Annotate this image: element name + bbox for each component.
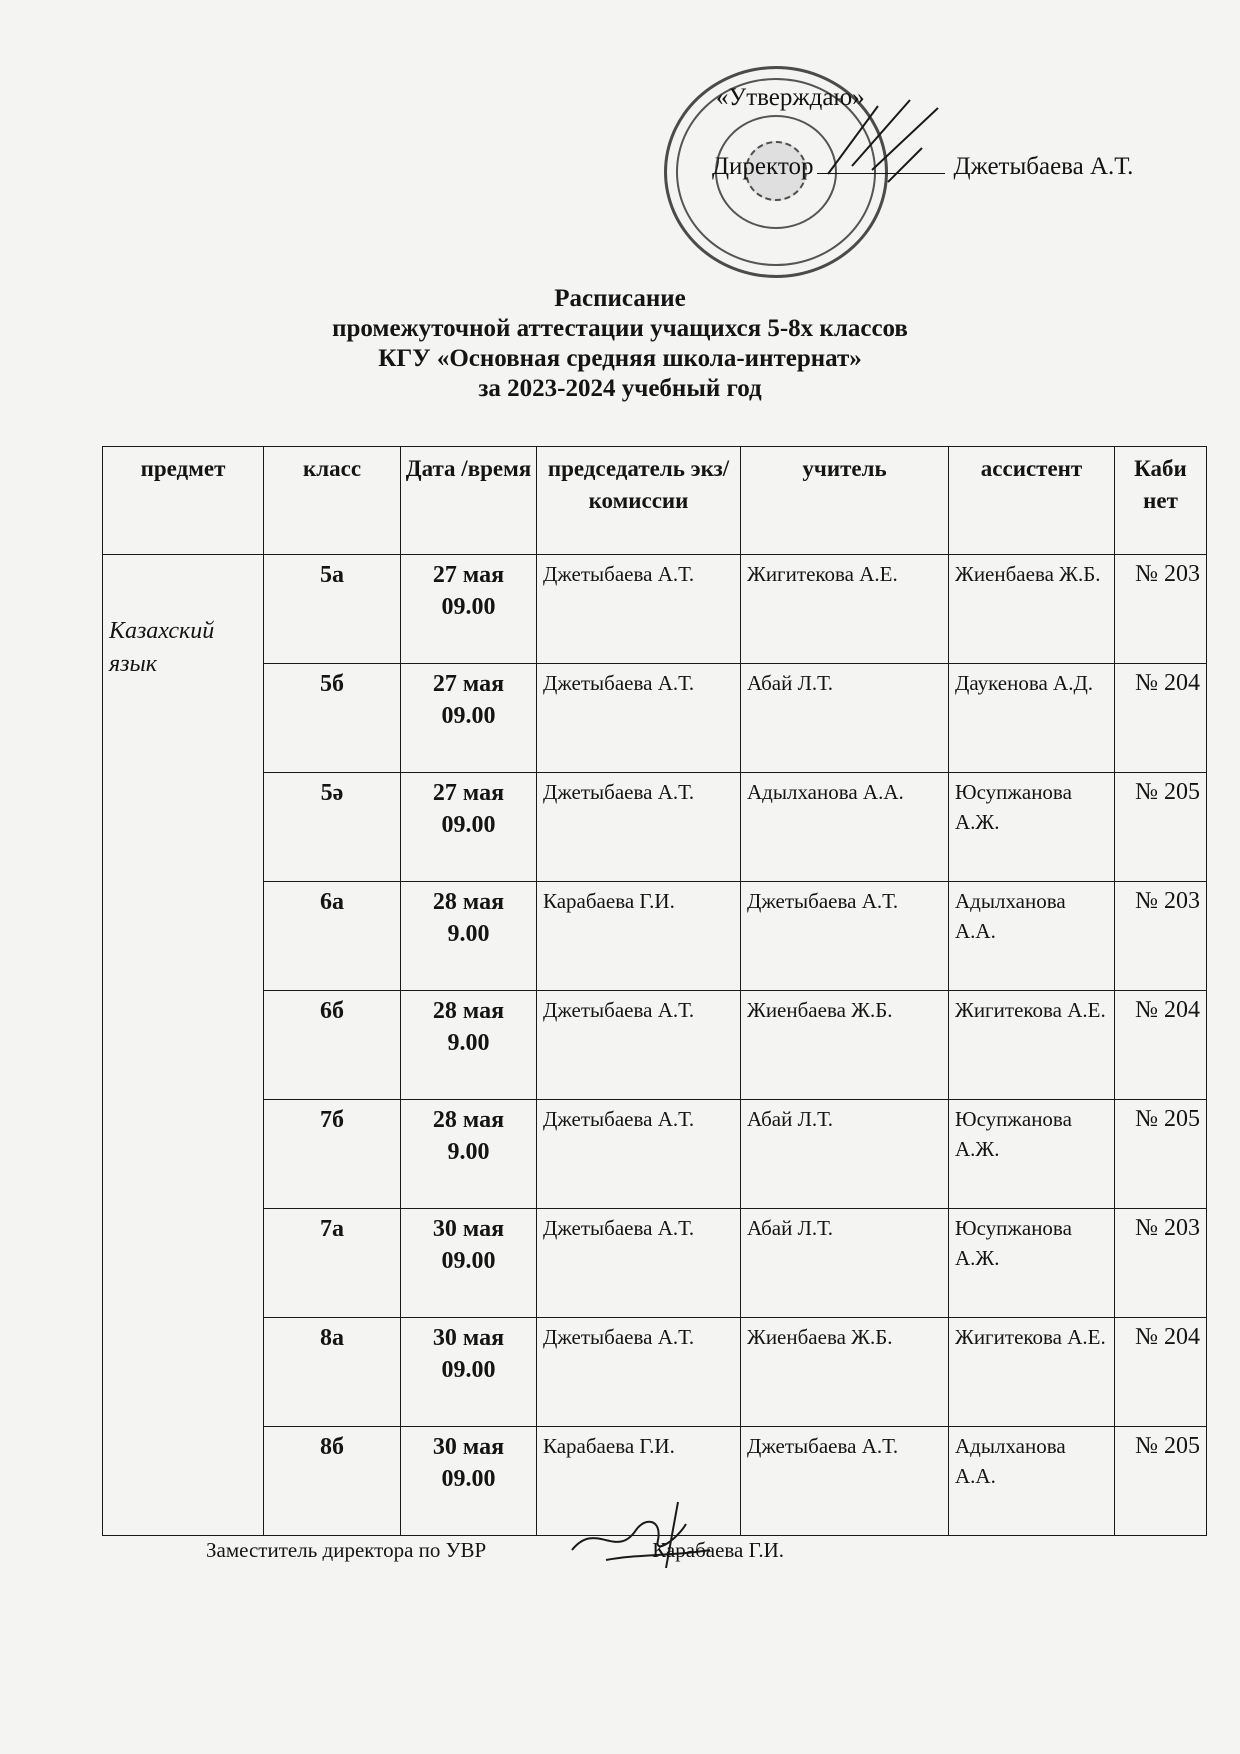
room-cell	[1115, 773, 1207, 882]
title-line: промежуточной аттестации учащихся 5-8х классов	[332, 315, 908, 342]
chair-value: Джетыбаева А.Т.	[543, 1325, 695, 1349]
footer-signature-line	[206, 1538, 784, 1563]
assistant-value: Даукенова А.Д.	[955, 671, 1094, 695]
room-cell	[1115, 555, 1207, 664]
room-cell	[1115, 664, 1207, 773]
assistant-value: Жигитекова А.Е.	[955, 1325, 1106, 1349]
room-value: № 203	[1135, 561, 1200, 587]
table-row	[103, 773, 1207, 882]
room-cell	[1115, 1209, 1207, 1318]
room-cell	[1115, 1318, 1207, 1427]
class-cell	[264, 1100, 401, 1209]
footer-name: Карабаева Г.И.	[652, 1538, 785, 1562]
header-assistant: ассистент	[949, 447, 1115, 555]
chair-cell	[537, 882, 741, 991]
table-row	[103, 664, 1207, 773]
room-value: № 205	[1135, 779, 1200, 805]
teacher-cell	[741, 555, 949, 664]
chair-value: Джетыбаева А.Т.	[543, 671, 695, 695]
teacher-cell	[741, 1209, 949, 1318]
assistant-value: Жиенбаева Ж.Б.	[955, 562, 1101, 586]
director-name: Джетыбаева А.Т.	[953, 153, 1134, 180]
class-value: 5а	[320, 562, 344, 588]
assistant-value: Адылханова А.А.	[955, 889, 1066, 943]
class-cell	[264, 773, 401, 882]
class-cell	[264, 1209, 401, 1318]
room-cell	[1115, 882, 1207, 991]
teacher-value: Жиенбаева Ж.Б.	[747, 998, 893, 1022]
date-cell	[401, 1209, 537, 1318]
time-value: 09.00	[441, 703, 496, 729]
class-cell	[264, 882, 401, 991]
room-value: № 203	[1135, 1215, 1200, 1241]
chair-cell	[537, 1209, 741, 1318]
signature-blank	[817, 151, 945, 174]
assistant-cell	[949, 1427, 1115, 1536]
date-value: 27 мая	[432, 671, 505, 697]
room-value: № 204	[1135, 1324, 1200, 1350]
date-value: 28 мая	[432, 1107, 505, 1133]
room-value: № 205	[1135, 1106, 1200, 1132]
room-cell	[1115, 991, 1207, 1100]
assistant-cell	[949, 555, 1115, 664]
approval-block	[0, 0, 1240, 290]
date-cell	[401, 991, 537, 1100]
room-value: № 204	[1135, 997, 1200, 1023]
chair-value: Джетыбаева А.Т.	[543, 1216, 695, 1240]
room-value: № 203	[1135, 888, 1200, 914]
director-line	[712, 151, 1133, 181]
table-header-row	[103, 447, 1207, 555]
time-value: 09.00	[441, 812, 496, 838]
class-cell	[264, 991, 401, 1100]
class-value: 7б	[320, 1107, 344, 1133]
time-value: 09.00	[441, 1466, 496, 1492]
teacher-value: Жигитекова А.Е.	[747, 562, 898, 586]
teacher-cell	[741, 991, 949, 1100]
table-row	[103, 1318, 1207, 1427]
teacher-cell	[741, 664, 949, 773]
assistant-cell	[949, 1100, 1115, 1209]
chair-value: Джетыбаева А.Т.	[543, 998, 695, 1022]
table-row	[103, 1100, 1207, 1209]
time-value: 9.00	[447, 921, 490, 947]
assistant-cell	[949, 882, 1115, 991]
chair-value: Карабаева Г.И.	[543, 1434, 675, 1458]
table-row	[103, 1209, 1207, 1318]
date-cell	[401, 1100, 537, 1209]
title-line: КГУ «Основная средняя школа-интернат»	[378, 345, 862, 372]
teacher-value: Абай Л.Т.	[747, 1107, 834, 1131]
table-body	[103, 555, 1207, 1536]
room-cell	[1115, 1100, 1207, 1209]
assistant-cell	[949, 1209, 1115, 1318]
date-value: 30 мая	[432, 1434, 505, 1460]
footer-role: Заместитель директора по УВР	[206, 1538, 487, 1562]
teacher-cell	[741, 882, 949, 991]
document-title	[0, 284, 1240, 404]
class-value: 8а	[320, 1325, 344, 1351]
teacher-value: Жиенбаева Ж.Б.	[747, 1325, 893, 1349]
date-value: 28 мая	[432, 998, 505, 1024]
date-cell	[401, 1427, 537, 1536]
class-value: 7а	[320, 1216, 344, 1242]
time-value: 9.00	[447, 1030, 490, 1056]
date-value: 30 мая	[432, 1216, 505, 1242]
assistant-value: Жигитекова А.Е.	[955, 998, 1106, 1022]
table-row	[103, 991, 1207, 1100]
teacher-cell	[741, 773, 949, 882]
director-label: Директор	[712, 153, 814, 180]
date-cell	[401, 1318, 537, 1427]
class-cell	[264, 1318, 401, 1427]
class-cell	[264, 555, 401, 664]
class-value: 5б	[320, 671, 344, 697]
date-value: 30 мая	[432, 1325, 505, 1351]
assistant-value: Юсупжанова А.Ж.	[955, 780, 1072, 834]
assistant-value: Юсупжанова А.Ж.	[955, 1107, 1072, 1161]
teacher-cell	[741, 1427, 949, 1536]
teacher-value: Абай Л.Т.	[747, 671, 834, 695]
date-value: 27 мая	[432, 780, 505, 806]
time-value: 09.00	[441, 1248, 496, 1274]
date-value: 27 мая	[432, 562, 505, 588]
room-value: № 205	[1135, 1433, 1200, 1459]
assistant-value: Юсупжанова А.Ж.	[955, 1216, 1072, 1270]
class-value: 5ә	[320, 780, 344, 806]
assistant-cell	[949, 773, 1115, 882]
title-line: Расписание	[554, 285, 686, 312]
chair-cell	[537, 555, 741, 664]
assistant-value: Адылханова А.А.	[955, 1434, 1066, 1488]
approval-word: «Утверждаю»	[716, 84, 865, 111]
chair-value: Джетыбаева А.Т.	[543, 1107, 695, 1131]
table-row	[103, 882, 1207, 991]
date-cell	[401, 773, 537, 882]
teacher-cell	[741, 1318, 949, 1427]
assistant-cell	[949, 664, 1115, 773]
class-value: 6а	[320, 889, 344, 915]
title-line: за 2023-2024 учебный год	[478, 375, 762, 402]
time-value: 09.00	[441, 594, 496, 620]
chair-cell	[537, 1318, 741, 1427]
chair-cell	[537, 773, 741, 882]
teacher-value: Джетыбаева А.Т.	[747, 1434, 899, 1458]
teacher-cell	[741, 1100, 949, 1209]
assistant-cell	[949, 1318, 1115, 1427]
chair-value: Карабаева Г.И.	[543, 889, 675, 913]
date-cell	[401, 882, 537, 991]
teacher-value: Джетыбаева А.Т.	[747, 889, 899, 913]
chair-value: Джетыбаева А.Т.	[543, 562, 695, 586]
teacher-value: Абай Л.Т.	[747, 1216, 834, 1240]
time-value: 9.00	[447, 1139, 490, 1165]
chair-cell	[537, 1100, 741, 1209]
chair-cell	[537, 991, 741, 1100]
class-cell	[264, 1427, 401, 1536]
room-value: № 204	[1135, 670, 1200, 696]
table-row	[103, 555, 1207, 664]
assistant-cell	[949, 991, 1115, 1100]
chair-cell	[537, 664, 741, 773]
header-chair: председатель экз/комиссии	[537, 447, 741, 555]
header-class: класс	[264, 447, 401, 555]
header-date: Дата /время	[401, 447, 537, 555]
header-subject: предмет	[103, 447, 264, 555]
chair-value: Джетыбаева А.Т.	[543, 780, 695, 804]
class-value: 6б	[320, 998, 344, 1024]
teacher-value: Адылханова А.А.	[747, 780, 904, 804]
date-value: 28 мая	[432, 889, 505, 915]
schedule-table	[102, 446, 1207, 1536]
header-room: Каби нет	[1115, 447, 1207, 555]
subject-cell: Казахский язык	[103, 555, 264, 1536]
date-cell	[401, 555, 537, 664]
header-teacher: учитель	[741, 447, 949, 555]
room-cell	[1115, 1427, 1207, 1536]
class-cell	[264, 664, 401, 773]
class-value: 8б	[320, 1434, 344, 1460]
time-value: 09.00	[441, 1357, 496, 1383]
date-cell	[401, 664, 537, 773]
